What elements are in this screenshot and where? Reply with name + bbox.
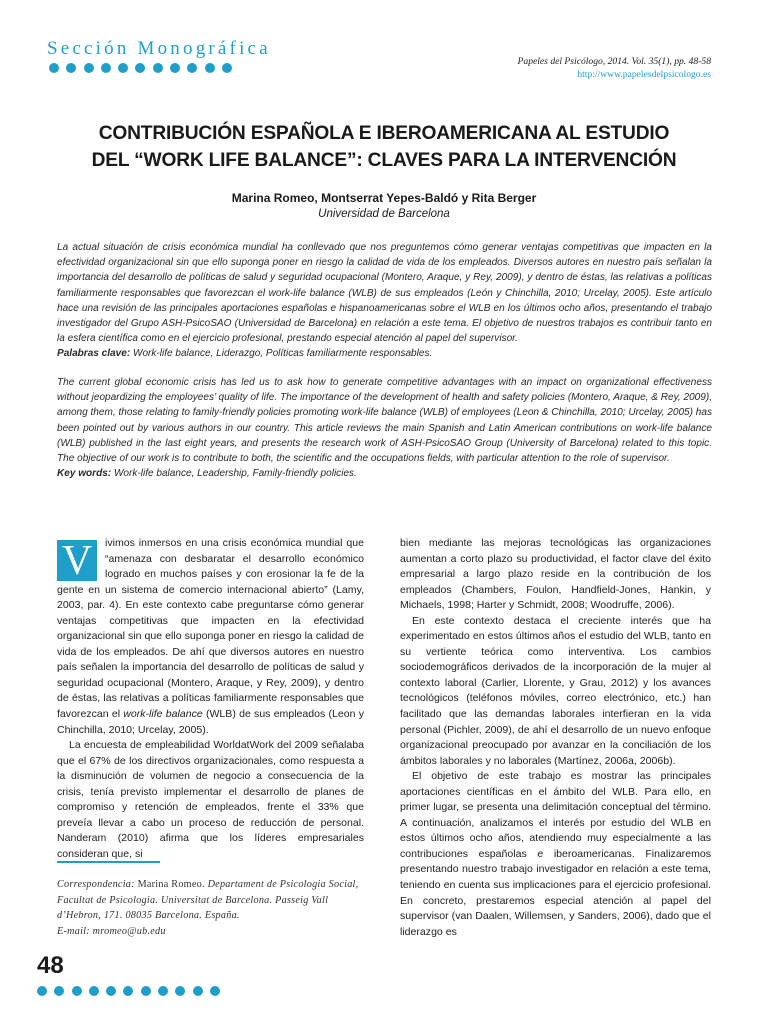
dot-icon [106, 986, 116, 996]
abstract-english [57, 375, 712, 481]
abstract-en-text: The current global economic crisis has led us to ask how to generate competitive advantages with an impact on organizational effectiveness without jeopardizing the employees’ quality of life. The importance of the development of health and safety policies (Montero, Araque, & Rey, 2009), among them, those relating to family-friendly policies promoting work-life balance (WLB) of employees (Leon & Chinchilla, 2010; Urcelay, 2005) has been pointed out by various authors in our country. This article reviews the main Spanish and Latin American contributions on work-life balance (WLB) published in the last eight years, and presents the research work of ASH-PsicoSAO Group (University of Barcelona) related to this topic. The objective of our work is to contribute to both, the scientific and the occupations fields, with particular attention to the role of supervisor. [57, 377, 712, 465]
dot-icon [72, 986, 82, 996]
body-left-p1: ivimos inmersos en una crisis económica mundial que “amenaza con desbaratar el desarrollo económico logrado en muchos países y con erosionar la fe de la gente en un sistema de comercio internacional abierto” (Lamy, 2003, par. 4). En este contexto cabe preguntarse cómo generar ventajas competitivas que impacten en la efectividad organizacional sin que ello suponga poner en riesgo la calidad de vida de los empleados. De ahí que diversos autores en nuestro país señalen la importancia del desarrollo de políticas de salud y seguridad ocupacional (Montero, Araque, y Rey, 2009), y dentro de éstas, las relativas a políticas familiarmente responsables que favorezcan el [57, 537, 364, 721]
correspondence [57, 877, 367, 939]
keywords-es-label: Palabras clave: [57, 348, 131, 360]
decorative-dots-top [49, 63, 232, 73]
correspondence-email[interactable]: E-mail: mromeo@ub.edu [57, 925, 166, 937]
body-right-p3: El objetivo de este trabajo es mostrar las principales aportaciones científicas en el ámbito del WLB. Para ello, en primer lugar, se presenta una delimitación conceptual del término. A continuación, analizamos el interés por estudio del WLB en estos últimos ocho años, atendiendo muy especialmente a las contribuciones españolas e iberoamericanas. Finalizaremos presentando nuestro trabajo investigador en relación a este tema, teniendo en cuenta sus implicaciones para el ejercicio profesional. En concreto, prestaremos especial atención al papel del supervisor (van Daalen, Willemsen, y Sanders, 2006), dado que el liderazgo es [400, 770, 711, 938]
article-title [60, 120, 708, 174]
journal-line: Papeles del Psicólogo, 2014. Vol. 35(1), pp. 48-58 [517, 56, 711, 67]
keywords-en-value: Work-life balance, Leadership, Family-friendly policies. [111, 468, 357, 480]
title-line-2: DEL “WORK LIFE BALANCE”: CLAVES PARA LA INTERVENCIÓN [91, 150, 677, 171]
keywords-en [57, 466, 712, 481]
body-left-p1-italic: work-life balance [123, 708, 203, 721]
dot-icon [101, 63, 111, 73]
dot-icon [84, 63, 94, 73]
dot-icon [187, 63, 197, 73]
journal-url-link[interactable]: http://www.papelesdelpsicologo.es [577, 69, 711, 80]
body-column-left [57, 536, 364, 862]
dot-icon [170, 63, 180, 73]
dot-icon [222, 63, 232, 73]
dot-icon [89, 986, 99, 996]
drop-cap: V [57, 540, 97, 581]
correspondence-name: Marina Romeo. [134, 879, 205, 890]
dot-icon [66, 63, 76, 73]
dot-icon [175, 986, 185, 996]
dot-icon [49, 63, 59, 73]
body-left-p2: La encuesta de empleabilidad WorldatWork del 2009 señalaba que el 67% de los directivos organizacionales, como respuesta a la disminución de volumen de negocio a consecuencia de la crisis, tenía previsto implementar el desarrollo de planes de compromiso y retención de empleados, frente el 33% que preveía llevar a cabo un proceso de reducción de personal. Nanderam (2010) afirma que los líderes empresariales consideran que, si [57, 739, 364, 860]
body-column-right [400, 536, 711, 940]
body-paragraph [57, 536, 364, 738]
abstract-es-text: La actual situación de crisis económica mundial ha conllevado que nos preguntemos cómo generar ventajas competitivas que impacten en la efectividad organizacional sin que ello suponga poner en riesgo la calidad de vida de los empleados. Diversos autores en nuestro país señalan la importancia del desarrollo de políticas de salud y seguridad ocupacional (Montero, Araque, y Rey, 2009), y dentro de éstas, las relativas a políticas familiarmente responsables que favorezcan el work-life balance (WLB) de sus empleados (León y Chinchilla, 2010; Urcelay, 2005). Este artículo hace una revisión de las principales aportaciones españolas e hispanoamericanas sobre el WLB en los últimos ocho años, presentando el trabajo investigador del Grupo ASH-PsicoSAO (Universidad de Barcelona) en relación a este tema. El objetivo de nuestros trabajos es contribuir tanto en la esfera científica como en el ejercicio profesional, prestando especial atención al papel del supervisor. [57, 242, 712, 345]
journal-citation [518, 55, 711, 81]
dot-icon [37, 986, 47, 996]
dot-icon [123, 986, 133, 996]
dot-icon [193, 986, 203, 996]
correspondence-label: Correspondencia: [57, 879, 135, 890]
abstract-spanish [57, 240, 712, 362]
keywords-en-label: Key words: [57, 468, 112, 480]
correspondence-address: Departament de Psicologia Social, Facultat de Psicologia. Universitat de Barcelona. Passeig Vall d’Hebron, 171. 08035 Barcelona. España. [57, 879, 359, 921]
keywords-es-value: Work-life balance, Liderazgo, Políticas familiarmente responsables. [130, 348, 433, 360]
dot-icon [153, 63, 163, 73]
dot-icon [210, 986, 220, 996]
dot-icon [205, 63, 215, 73]
authors: Marina Romeo, Montserrat Yepes-Baldó y Rita Berger [231, 191, 537, 205]
decorative-dots-bottom [37, 986, 220, 996]
body-right-p2: En este contexto destaca el creciente interés que ha experimentado en estos últimos años el estudio del WLB, tanto en su vertiente teórica como interventiva. Los cambios sociodemográficos derivados de la incorporación de la mujer al contexto laboral (Carlier, Llorente, y Grau, 2012) y los avances tecnológicos (teléfonos móviles, correo electrónico, etc.) han facilitado que las demandas laborales interfieran en la vida personal (Pichler, 2009), de ahí el desarrollo de un nuevo enfoque organizacional preocupado por avanzar en la conciliación de los ámbitos laborales y no laborales (Martínez, 2006a, 2006b). [400, 614, 711, 767]
section-label: Sección Monográfica [47, 38, 271, 59]
keywords-es [57, 346, 712, 361]
dot-icon [135, 63, 145, 73]
dot-icon [118, 63, 128, 73]
title-line-1: CONTRIBUCIÓN ESPAÑOLA E IBEROAMERICANA AL ESTUDIO [98, 123, 670, 144]
dot-icon [158, 986, 168, 996]
correspondence-divider [57, 861, 160, 863]
body-left-p1-end: (WLB) de sus empleados (Leon y Chinchilla, 2010; Urcelay, 2005). [57, 708, 365, 736]
dot-icon [54, 986, 64, 996]
dot-icon [141, 986, 151, 996]
page-number: 48 [37, 952, 64, 979]
body-right-p1: bien mediante las mejoras tecnológicas las organizaciones aumentan a corto plazo su productividad, el factor clave del éxito empresarial a largo plazo reside en la contribución de los empleados (Chambers, Foulon, Handfield-Jones, Hankin, y Michaels, 1998; Harter y Schmidt, 2008; Woodruffe, 2006). [400, 537, 711, 612]
affiliation: Universidad de Barcelona [318, 208, 450, 220]
